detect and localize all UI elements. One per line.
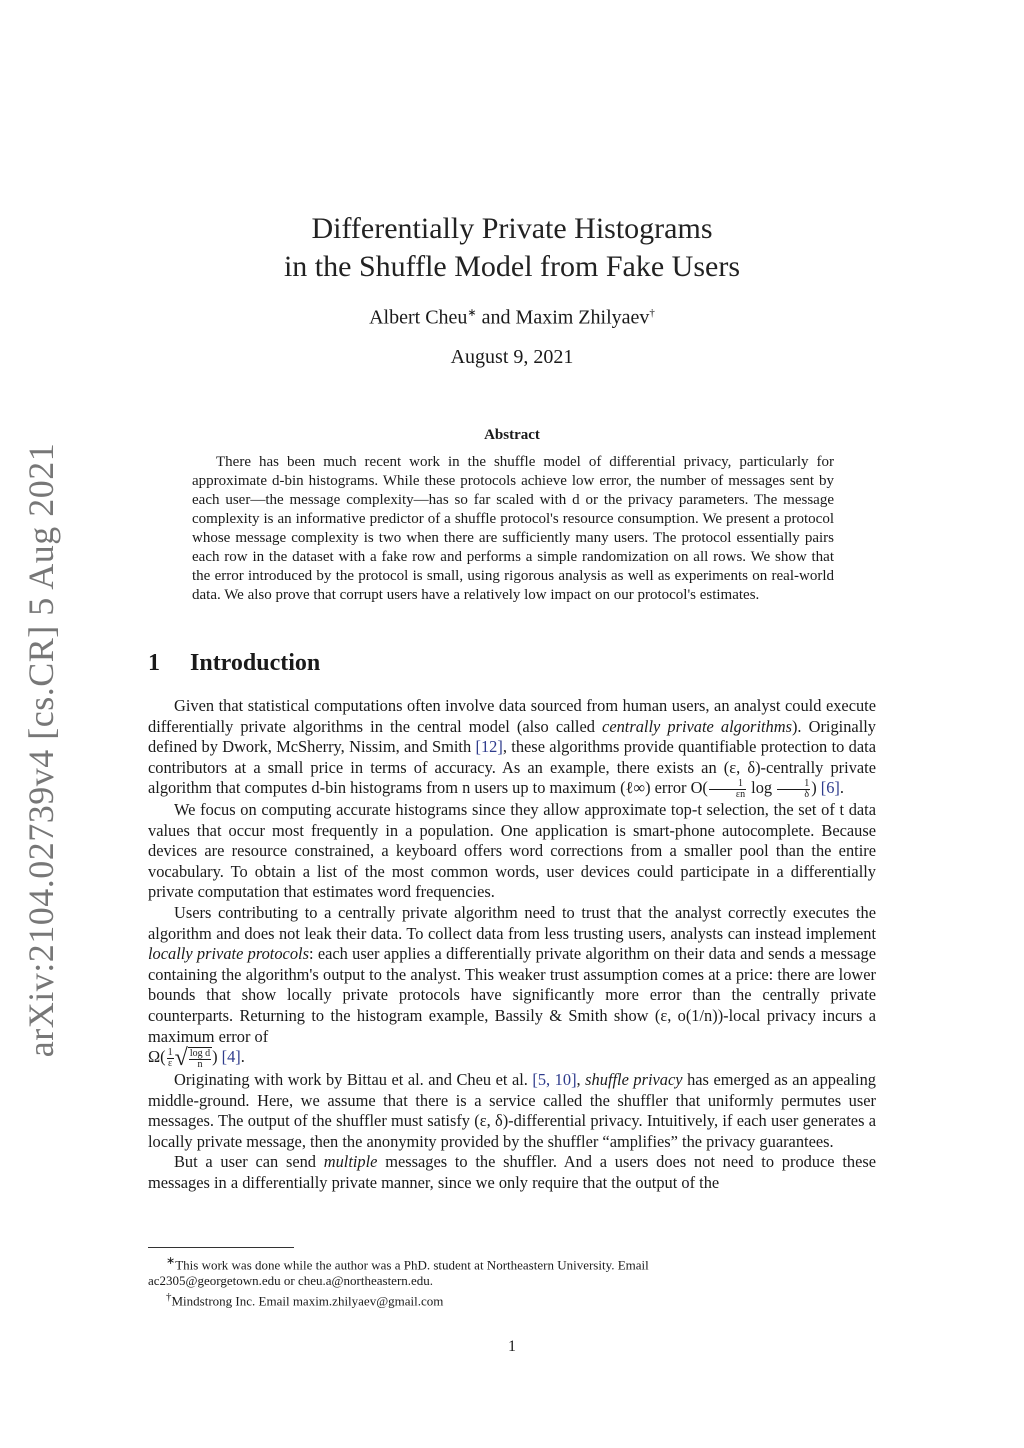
citation-6[interactable]: [6]	[820, 778, 840, 798]
fraction-1-over-delta: $\frac{1}{\delta}$	[777, 779, 810, 800]
section-title: Introduction	[190, 650, 321, 676]
introduction-body	[148, 696, 876, 1194]
abstract-heading: Abstract	[484, 427, 540, 443]
paper-title	[148, 210, 876, 286]
fraction-1-over-en: $\frac{1}{\varepsilon n}$	[709, 779, 746, 800]
author-mark-1: ∗	[467, 307, 477, 319]
paragraph-3: Users contributing to a centrally private algorithm need to trust that the analyst correctly executes the algorithm and does not leak their data. To collect data from less trusting users, analysts can instead implement locally private protocols: each user applies a differentially private algorithm on their data and sends a message containing the algorithm's output to the analyst. This weaker trust assumption comes at a price: there are lower bounds that show locally private protocols have significantly more error than the centrally private counterparts. Returning to the histogram example, Bassily & Smith show (ε, o(1/n))-local privacy incurs a maximum error of	[148, 903, 876, 1046]
author-and: and	[481, 306, 511, 329]
author-cheu: Albert Cheu	[369, 306, 468, 329]
arxiv-identifier: arXiv:2104.02739v4 [cs.CR] 5 Aug 2021	[21, 442, 61, 1058]
author-zhilyaev: Maxim Zhilyaev	[515, 306, 650, 329]
sqrt-log-d-over-n: √ $\frac{\text{log d}}{n}$	[174, 1045, 211, 1072]
author-mark-2: †	[649, 307, 655, 319]
author-list	[148, 306, 876, 330]
paragraph-2: We focus on computing accurate histograms since they allow approximate top-t selection, the set of t data values that occur most frequently in a population. One application is smart-phone autocomplete. Because devices are resource constrained, a keyboard offers word corrections from a smaller pool than the entire vocabulary. To obtain a list of the most common words, user devices could participate in a differentially private computation that estimates word frequencies.	[148, 800, 876, 902]
page-number: 1	[508, 1338, 516, 1355]
arxiv-sidebar	[16, 442, 66, 1058]
citation-5-10[interactable]: [5, 10]	[532, 1069, 577, 1089]
paragraph-3-formula: Ω( $\frac{1}{\varepsilon}$ √ $\frac{\text{log d}}{n}$ ) [4].	[148, 1045, 245, 1072]
citation-12[interactable]: [12]	[475, 737, 503, 757]
title-line-2: in the Shuffle Model from Fake Users	[283, 250, 741, 283]
title-line-1: Differentially Private Histograms	[311, 212, 713, 245]
paper-date: August 9, 2021	[450, 346, 574, 368]
citation-4[interactable]: [4]	[221, 1047, 241, 1067]
footnote-1: ∗This work was done while the author was a PhD. student at Northeastern University. Email	[166, 1255, 649, 1273]
paragraph-1: Given that statistical computations often involve data sourced from human users, an analyst could execute differentially private algorithms in the central model (also called centrally private algorithms). Originally defined by Dwork, McSherry, Nissim, and Smith [12], these algorithms provide quantifiable protection to data contributors at a small price in terms of accuracy. As an example, there exists an (ε, δ)-centrally private algorithm that computes d-bin histograms from n users up to maximum (ℓ∞) error O( $\frac{1}{\varepsilon n}$ log $\frac{1}{\delta}$ ) [6].	[148, 696, 876, 801]
section-heading-introduction	[148, 650, 876, 677]
footnote-rule	[148, 1247, 294, 1248]
fraction-1-over-epsilon: $\frac{1}{\varepsilon}$	[167, 1047, 173, 1070]
abstract-body: There has been much recent work in the shuffle model of differential privacy, particularly for approximate d-bin histograms. While these protocols achieve low error, the number of messages sent by each user—the message complexity—has so far scaled with d or the privacy parameters. The message complexity is an informative predictor of a shuffle protocol's resource consumption. We present a protocol whose message complexity is two when there are sufficiently many users. The protocol essentially pairs each row in the dataset with a fake row and performs a simple randomization on all rows. We show that the error introduced by the protocol is small, using rigorous analysis as well as experiments on real-world data. We also prove that corrupt users have a relatively low impact on our protocol's estimates.	[192, 454, 834, 603]
paragraph-5: But a user can send multiple messages to the shuffler. And a users does not need to produce these messages in a differentially private manner, since we only require that the output of the	[148, 1152, 876, 1192]
footnotes	[148, 1253, 876, 1310]
paragraph-4: Originating with work by Bittau et al. and Cheu et al. [5, 10], shuffle privacy has emerged as an appealing middle-ground. Here, we assume that there is a service called the shuffler that uniformly permutes user messages. The output of the shuffler must satisfy (ε, δ)-differential privacy. Intuitively, if each user generates a locally private message, then the anonymity provided by the shuffler “amplifies” the privacy guarantees.	[148, 1069, 877, 1151]
footnote-2: †Mindstrong Inc. Email maxim.zhilyaev@gmail.com	[166, 1291, 444, 1309]
section-number: 1	[148, 650, 160, 676]
footnote-1-emails: ac2305@georgetown.edu or cheu.a@northeastern.edu.	[148, 1273, 434, 1289]
